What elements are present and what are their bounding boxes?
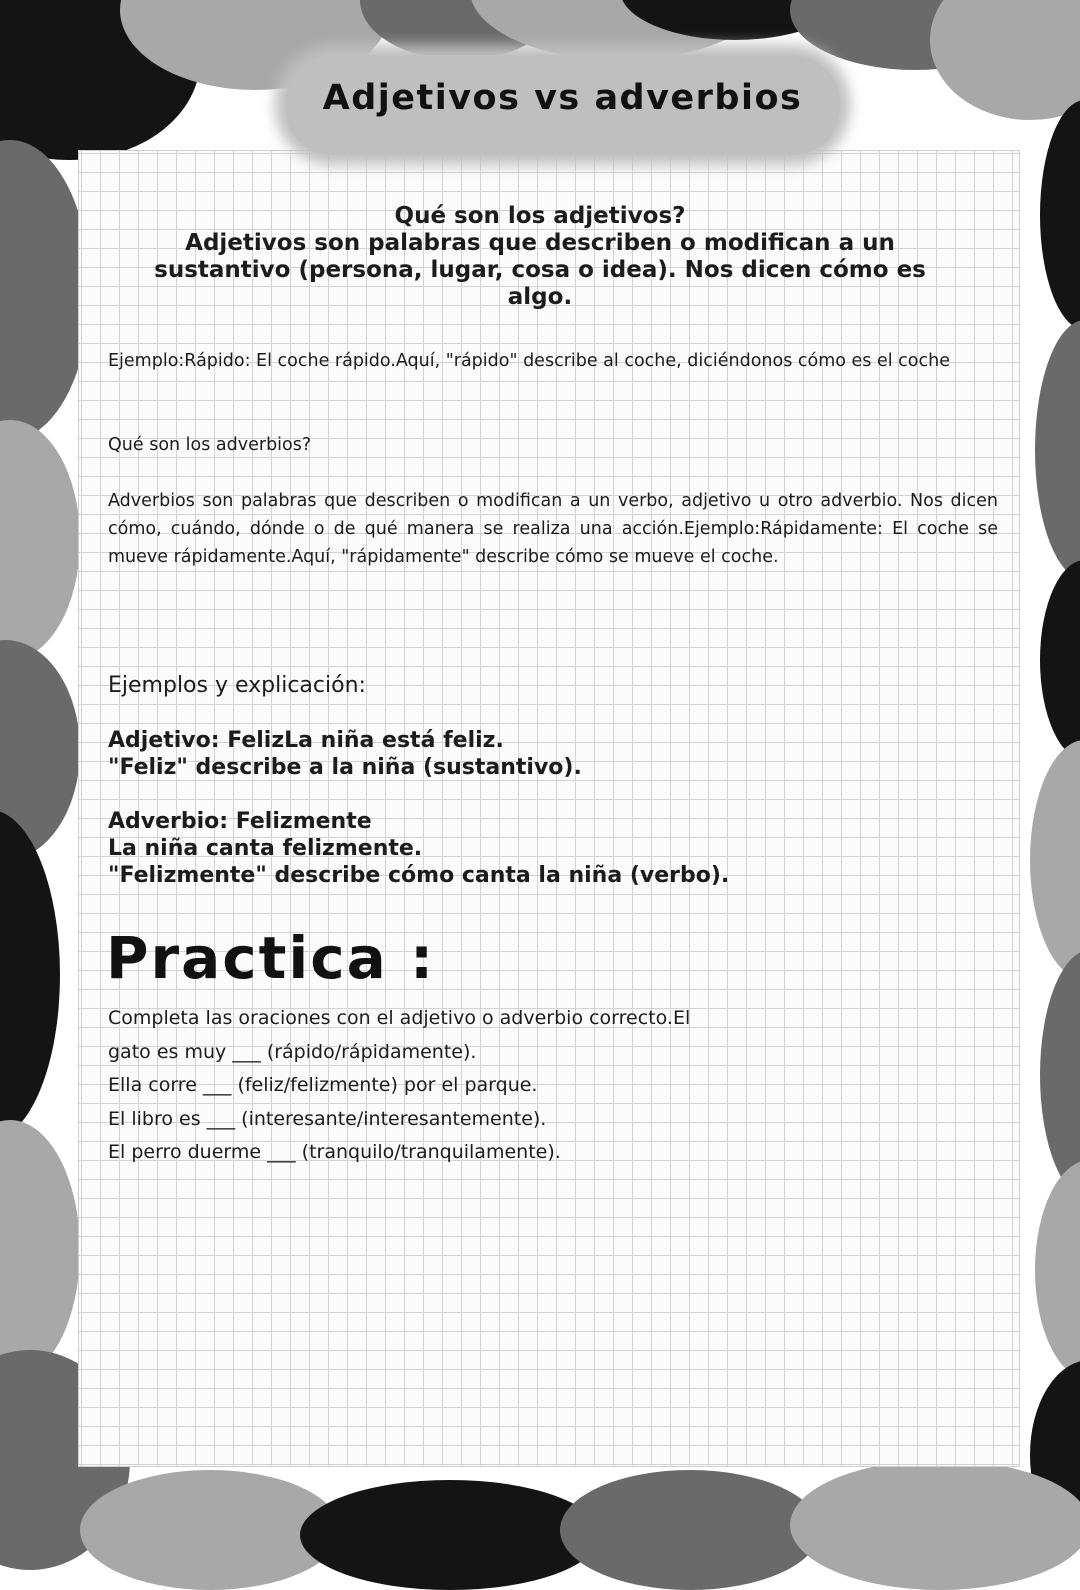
- practice-line: El perro duerme ___ (tranquilo/tranquilamente).: [108, 1141, 561, 1163]
- adjective-example-line: Adjetivo: FelizLa niña está feliz.: [108, 728, 504, 753]
- practice-heading: Practica :: [106, 924, 436, 992]
- border-blob: [1040, 100, 1080, 330]
- adverb-example-block: [108, 808, 908, 889]
- adjective-example-line: "Feliz" describe a la niña (sustantivo).: [108, 755, 582, 780]
- adverbs-question: Qué son los adverbios?: [108, 435, 312, 455]
- practice-line: gato es muy ___ (rápido/rápidamente).: [108, 1040, 477, 1063]
- adjectives-definition: Adjetivos son palabras que describen o modifican a un sustantivo (persona, lugar, cosa o idea). Nos dicen cómo es algo.: [154, 230, 926, 310]
- border-blob: [1035, 1160, 1080, 1380]
- border-blob: [1030, 740, 1080, 980]
- border-blob: [1040, 950, 1080, 1200]
- border-blob: [790, 1460, 1080, 1590]
- adjectives-question: Qué son los adjetivos?: [394, 203, 686, 229]
- border-blob: [0, 1120, 80, 1380]
- adjectives-intro: [150, 203, 930, 311]
- practice-line: Completa las oraciones con el adjetivo o adverbio correcto.El: [108, 1007, 691, 1029]
- border-blob: [0, 810, 60, 1140]
- border-blob: [560, 1470, 820, 1590]
- border-blob: [300, 1480, 600, 1590]
- practice-line: Ella corre ___ (feliz/felizmente) por el parque.: [108, 1074, 538, 1096]
- practice-exercises: [108, 1002, 828, 1170]
- adjectives-example: Ejemplo:Rápido: El coche rápido.Aquí, "rápido" describe al coche, diciéndonos cómo es el coche: [108, 351, 950, 371]
- adverb-example-line: Adverbio: Felizmente: [108, 809, 372, 834]
- border-blob: [930, 0, 1080, 120]
- border-blob: [1035, 320, 1080, 580]
- border-blob: [0, 420, 80, 660]
- examples-heading: Ejemplos y explicación:: [108, 673, 366, 698]
- adverb-example-line: La niña canta felizmente.: [108, 836, 423, 861]
- adjective-example-block: [108, 727, 908, 781]
- page-title: Adjetivos vs adverbios: [322, 78, 803, 118]
- adverbs-definition: Adverbios son palabras que describen o modifican a un verbo, adjetivo u otro adverbio. Nos dicen cómo, cuándo, dónde o de qué manera se realiza una acción.Ejemplo:Rápidamente: El coche se mueve rápidamente.Aquí, "rápidamente" describe cómo se mueve el coche.: [108, 491, 998, 567]
- border-blob: [0, 140, 90, 440]
- border-blob: [1040, 560, 1080, 760]
- practice-line: El libro es ___ (interesante/interesantemente).: [108, 1107, 547, 1130]
- adverb-example-line: "Felizmente" describe cómo canta la niña (verbo).: [108, 863, 730, 888]
